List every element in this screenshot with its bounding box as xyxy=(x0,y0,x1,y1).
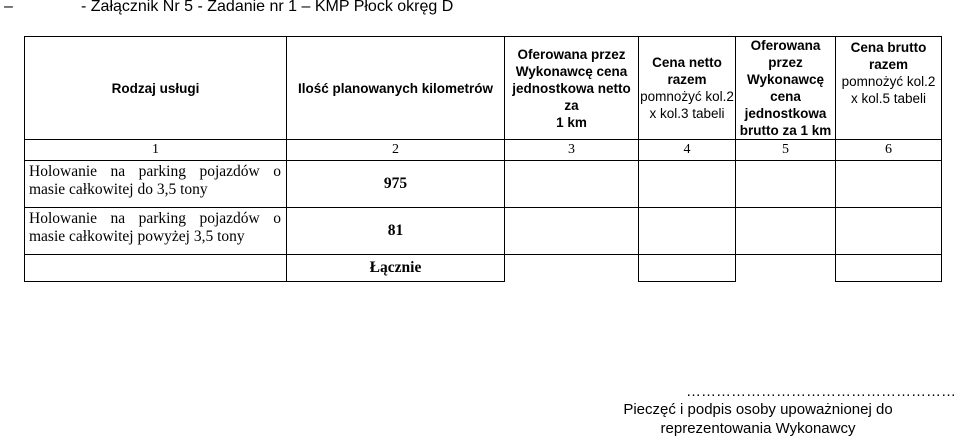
header-service-type: Rodzaj usługi xyxy=(25,37,287,140)
column-number: 5 xyxy=(736,140,836,161)
total-row xyxy=(25,255,942,282)
total-gross-price-cell[interactable] xyxy=(836,161,942,208)
header-planned-kilometers: Ilość planowanych kilometrów xyxy=(287,37,505,140)
column-number-row xyxy=(25,140,942,161)
total-gross-price-cell[interactable] xyxy=(836,208,942,255)
planned-kilometers-value: 975 xyxy=(287,161,505,208)
total-empty xyxy=(505,255,639,282)
unit-net-price-cell[interactable] xyxy=(505,208,639,255)
table-row xyxy=(25,161,942,208)
planned-kilometers-value: 81 xyxy=(287,208,505,255)
unit-gross-price-cell[interactable] xyxy=(736,208,836,255)
unit-net-price-cell[interactable] xyxy=(505,161,639,208)
document-heading xyxy=(0,0,960,22)
column-number: 2 xyxy=(287,140,505,161)
column-number: 6 xyxy=(836,140,942,161)
signature-block xyxy=(560,384,956,438)
pricing-table xyxy=(24,36,942,282)
total-empty xyxy=(736,255,836,282)
header-unit-gross-price: Oferowana przez Wykonawcę cena jednostkowa brutto za 1 km xyxy=(736,37,836,140)
service-description: Holowanie na parking pojazdów o masie całkowitej powyżej 3,5 tony xyxy=(25,208,287,255)
total-net-sum-cell[interactable] xyxy=(639,255,736,282)
header-unit-net-price: Oferowana przez Wykonawcę cena jednostkowa netto za 1 km xyxy=(505,37,639,140)
header-total-gross-price: Cena brutto razem pomnożyć kol.2 x kol.5 tabeli xyxy=(836,37,942,140)
signature-caption-line2: reprezentowania Wykonawcy xyxy=(660,420,856,437)
signature-caption-line1: Pieczęć i podpis osoby upoważnionej do xyxy=(623,401,893,418)
total-net-price-cell[interactable] xyxy=(639,161,736,208)
total-label: Łącznie xyxy=(287,255,505,282)
column-number: 1 xyxy=(25,140,287,161)
table-row xyxy=(25,208,942,255)
table-header-row xyxy=(25,37,942,140)
column-number: 3 xyxy=(505,140,639,161)
service-description: Holowanie na parking pojazdów o masie całkowitej do 3,5 tony xyxy=(25,161,287,208)
total-row-spacer xyxy=(25,255,287,282)
total-gross-sum-cell[interactable] xyxy=(836,255,942,282)
total-net-price-cell[interactable] xyxy=(639,208,736,255)
signature-dotted-line: ……………………………………………… xyxy=(686,383,956,400)
column-number: 4 xyxy=(639,140,736,161)
document-title: - Załącznik Nr 5 - Zadanie nr 1 – KMP Płock okręg D xyxy=(81,0,454,15)
header-total-net-price: Cena netto razem pomnożyć kol.2 x kol.3 tabeli xyxy=(639,37,736,140)
heading-dash: – xyxy=(4,0,13,15)
unit-gross-price-cell[interactable] xyxy=(736,161,836,208)
